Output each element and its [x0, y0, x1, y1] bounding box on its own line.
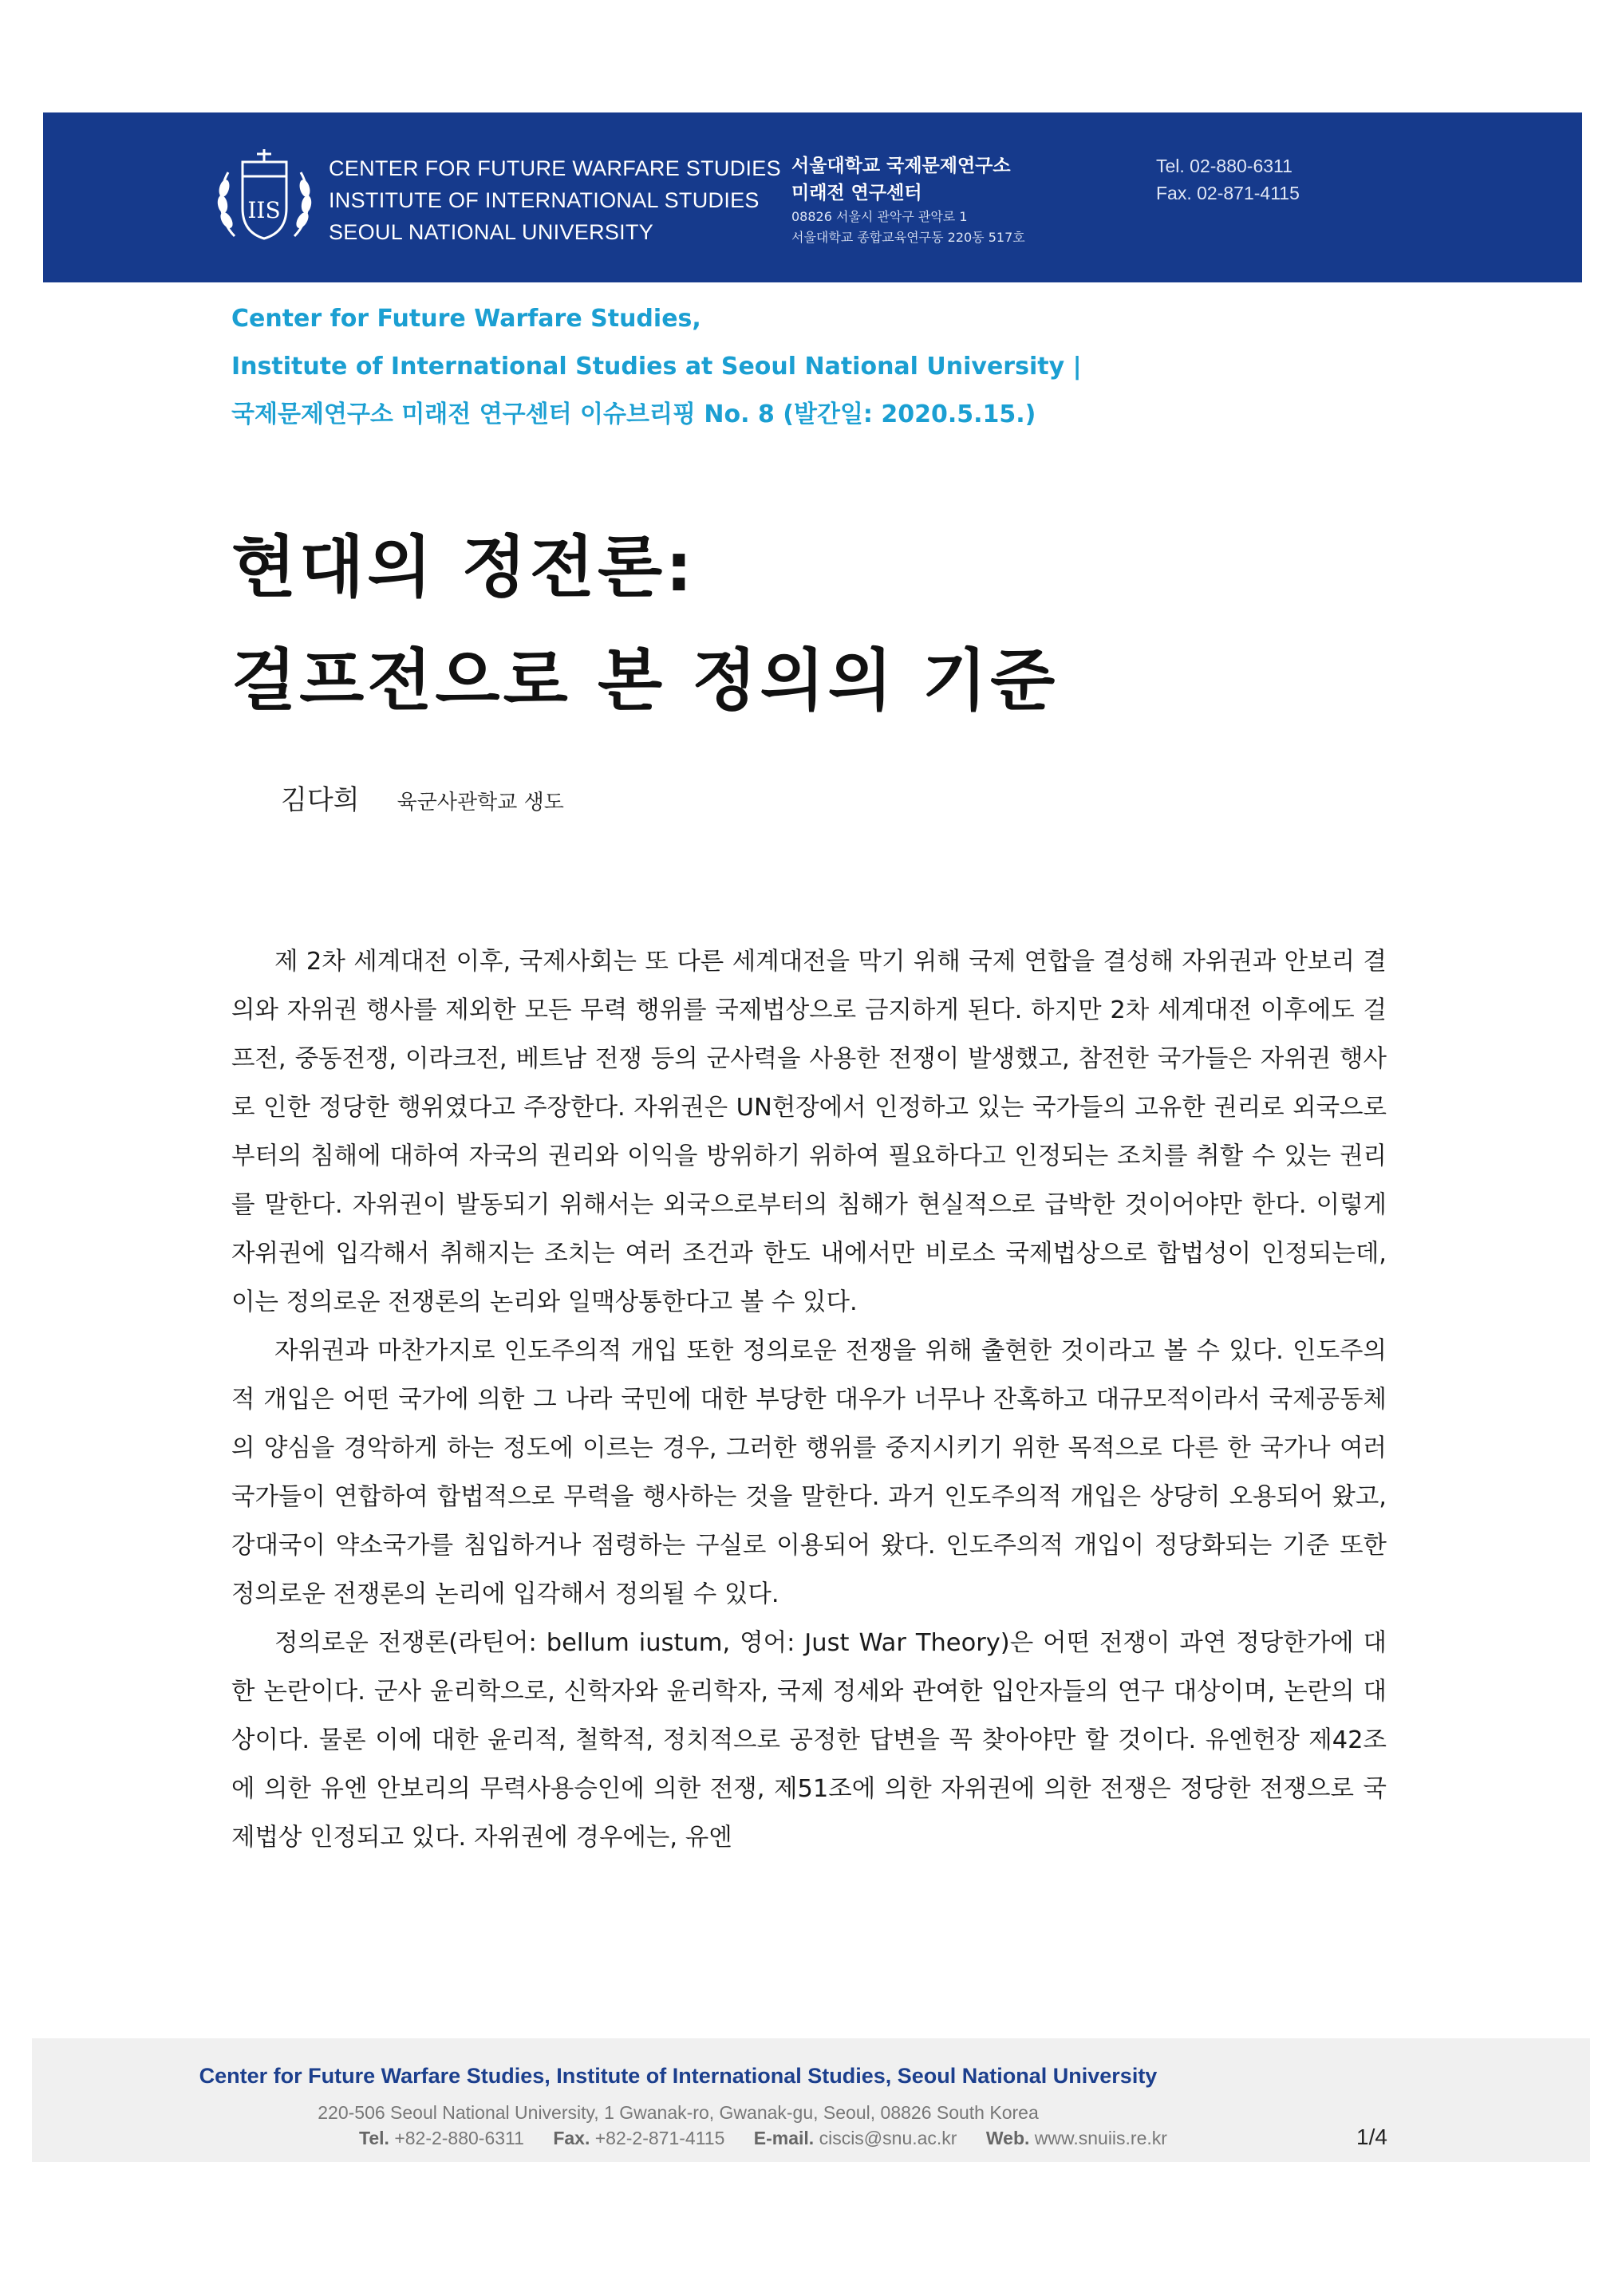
paragraph: 정의로운 전쟁론(라틴어: bellum iustum, 영어: Just War Theory)은 어떤 전쟁이 과연 정당한가에 대한 논란이다. 군사 윤리학으로, 신학자와 윤리학자, 국제 정세와 관여한 입안자들의 연구 대상이며, 논란의 대상이다. 물론 이에 대한 윤리적, 철학적, 정치적으로 공정한 답변을 꼭 찾아야만 할 것이다. 유엔헌장 제42조에 의한 유엔 안보리의 무력사용승인에 의한 전쟁, 제51조에 의한 자위권에 의한 전쟁은 정당한 전쟁으로 국제법상 인정되고 있다. 자위권에 경우에는, 유엔: [231, 1629, 1387, 1852]
org-en-line: INSTITUTE OF INTERNATIONAL STUDIES: [329, 188, 760, 212]
address-line2: 서울대학교 종합교육연구동 220동 517호: [791, 230, 1025, 245]
footer-fax: +82-2-871-4115: [594, 2128, 725, 2148]
footer-web-label: Web.: [985, 2128, 1030, 2148]
footer-band: [32, 2038, 1590, 2162]
body-text: [231, 937, 1387, 1862]
document-title: [231, 511, 1058, 737]
author-block: [281, 778, 564, 817]
subtitle-line3: 국제문제연구소 미래전 연구센터 이슈브리핑 No. 8 (발간일: 2020.5.15.): [231, 400, 1036, 428]
org-name-ko: [791, 152, 1025, 248]
org-name-en: [329, 152, 781, 248]
author-name: 김다희: [281, 784, 360, 816]
iis-emblem-icon: [211, 144, 318, 252]
title-line1: 현대의 정전론:: [231, 528, 696, 606]
title-line2: 걸프전으로 본 정의의 기준: [231, 641, 1059, 720]
footer-fax-label: Fax.: [553, 2128, 590, 2148]
footer-web-link[interactable]: www.snuiis.re.kr: [1034, 2128, 1167, 2148]
org-ko-line1: 서울대학교 국제문제연구소: [791, 156, 1011, 176]
footer-tel-label: Tel.: [359, 2128, 389, 2148]
issue-subtitle: [231, 295, 1428, 439]
paragraph: 자위권과 마찬가지로 인도주의적 개입 또한 정의로운 전쟁을 위해 출현한 것이라고 볼 수 있다. 인도주의적 개입은 어떤 국가에 의한 그 나라 국민에 대한 부당한 대우가 너무나 잔혹하고 대규모적이라서 국제공동체의 양심을 경악하게 하는 정도에 이르는 경우, 그러한 행위를 중지시키기 위한 목적으로 다른 한 국가나 여러 국가들이 연합하여 합법적으로 무력을 행사하는 것을 말한다. 과거 인도주의적 개입은 상당히 오용되어 왔고, 강대국이 약소국가를 침입하거나 점령하는 구실로 이용되어 왔다. 인도주의적 개입이 정당화되는 기준 또한 정의로운 전쟁론의 논리에 입각해서 정의될 수 있다.: [231, 1337, 1387, 1608]
org-ko-line2: 미래전 연구센터: [791, 183, 922, 203]
header-fax: Fax. 02-871-4115: [1156, 183, 1300, 203]
page-number: 1/4: [1356, 2124, 1387, 2149]
paragraph: 제 2차 세계대전 이후, 국제사회는 또 다른 세계대전을 막기 위해 국제 연합을 결성해 자위권과 안보리 결의와 자위권 행사를 제외한 모든 무력 행위를 국제법상으로 금지하게 된다. 하지만 2차 세계대전 이후에도 걸프전, 중동전쟁, 이라크전, 베트남 전쟁 등의 군사력을 사용한 전쟁이 발생했고, 참전한 국가들은 자위권 행사로 인한 정당한 행위였다고 주장한다. 자위권은 UN헌장에서 인정하고 있는 국가들의 고유한 권리로 외국으로부터의 침해에 대하여 자국의 권리와 이익을 방위하기 위하여 필요하다고 인정되는 조치를 취할 수 있는 권리를 말한다. 자위권이 발동되기 위해서는 외국으로부터의 침해가 현실적으로 급박한 것이어야만 한다. 이렇게 자위권에 입각해서 취해지는 조치는 여러 조건과 한도 내에서만 비로소 국제법상으로 합법성이 인정되는데, 이는 정의로운 전쟁론의 논리와 일맥상통한다고 볼 수 있다.: [231, 948, 1387, 1316]
footer-contact: [359, 2128, 1167, 2149]
footer-title: Center for Future Warfare Studies, Institute of International Studies, Seoul National University: [199, 2064, 1158, 2088]
org-en-line: SEOUL NATIONAL UNIVERSITY: [329, 220, 654, 244]
subtitle-line1: Center for Future Warfare Studies,: [231, 305, 701, 333]
header-contact: [1156, 152, 1300, 207]
footer-address: 220-506 Seoul National University, 1 Gwanak-ro, Gwanak-gu, Seoul, 08826 South Korea: [318, 2102, 1039, 2123]
author-affiliation: 육군사관학교 생도: [397, 791, 564, 815]
footer-tel: +82-2-880-6311: [394, 2128, 524, 2148]
subtitle-line2: Institute of International Studies at Seoul National University |: [231, 353, 1082, 381]
address-line1: 08826 서울시 관악구 관악로 1: [791, 209, 968, 224]
header-band: [43, 112, 1582, 282]
footer-email-label: E-mail.: [753, 2128, 815, 2148]
svg-text:IIS: IIS: [247, 197, 281, 223]
header-tel: Tel. 02-880-6311: [1156, 156, 1292, 176]
footer-email-link[interactable]: ciscis@snu.ac.kr: [819, 2128, 957, 2148]
org-en-line: CENTER FOR FUTURE WARFARE STUDIES: [329, 156, 781, 180]
